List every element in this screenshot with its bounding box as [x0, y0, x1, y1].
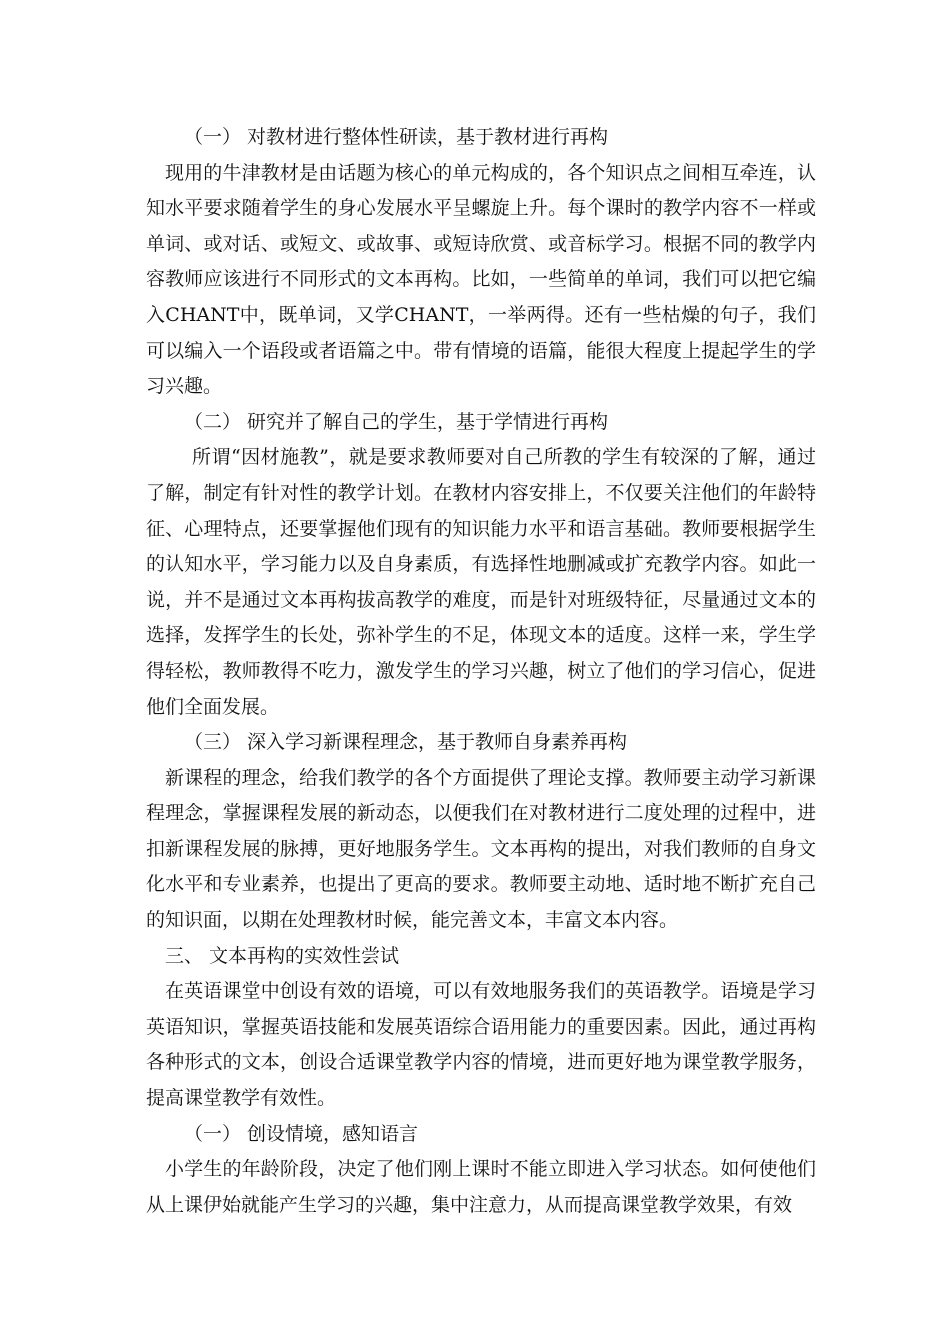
- paragraph-2: 所谓“因材施教”，就是要求教师要对自己所教的学生有较深的了解，通过了解，制定有针对性的教学计划。在教材内容安排上，不仅要关注他们的年龄特征、心理特点，还要掌握他们现有的知识能力水平和语言基础。教师要根据学生的认知水平，学习能力以及自身素质，有选择性地删减或扩充教学内容。如此一说，并不是通过文本再构拔高教学的难度，而是针对班级特征，尽量通过文本的选择，发挥学生的长处，弥补学生的不足，体现文本的适度。这样一来，学生学得轻松，教师教得不吃力，激发学生的学习兴趣，树立了他们的学习信心，促进他们全面发展。: [146, 446, 816, 718]
- paragraph-5: 小学生的年龄阶段，决定了他们刚上课时不能立即进入学习状态。如何使他们从上课伊始就能产生学习的兴趣，集中注意力，从而提高课堂教学效果，有效: [146, 1158, 816, 1216]
- paragraph-3: 新课程的理念，给我们教学的各个方面提供了理论支撑。教师要主动学习新课程理念，掌握课程发展的新动态，以便我们在对教材进行二度处理的过程中，进扣新课程发展的脉搏，更好地服务学生。文本再构的提出，对我们教师的自身文化水平和专业素养，也提出了更高的要求。教师要主动地、适时地不断扩充自己的知识面，以期在处理教材时候，能完善文本，丰富文本内容。: [146, 766, 816, 932]
- section-heading-3: （三） 深入学习新课程理念，基于教师自身素养再构: [184, 731, 628, 754]
- paragraph-1: 现用的牛津教材是由话题为核心的单元构成的，各个知识点之间相互牵连，认知水平要求随着学生的身心发展水平呈螺旋上升。每个课时的教学内容不一样或单词、或对话、或短文、或故事、或短诗欣赏、或音标学习。根据不同的教学内容教师应该进行不同形式的文本再构。比如，一些简单的单词，我们可以把它编入CHANT中，既单词，又学CHANT，一举两得。还有一些枯燥的句子，我们可以编入一个语段或者语篇之中。带有情境的语篇，能很大程度上提起学生的学习兴趣。: [146, 161, 816, 398]
- document-body: [146, 120, 816, 1223]
- paragraph-4: 在英语课堂中创设有效的语境，可以有效地服务我们的英语教学。语境是学习英语知识，掌握英语技能和发展英语综合语用能力的重要因素。因此，通过再构各种形式的文本，创设合适课堂教学内容的情境，进而更好地为课堂教学服务，提高课堂教学有效性。: [146, 980, 816, 1110]
- section-heading-1: （一） 对教材进行整体性研读，基于教材进行再构: [184, 126, 609, 148]
- section-heading-2: （二） 研究并了解自己的学生，基于学情进行再构: [184, 410, 609, 433]
- section-heading-4: （一） 创设情境，感知语言: [184, 1122, 419, 1145]
- chapter-heading-3: 三、 文本再构的实效性尝试: [165, 944, 400, 967]
